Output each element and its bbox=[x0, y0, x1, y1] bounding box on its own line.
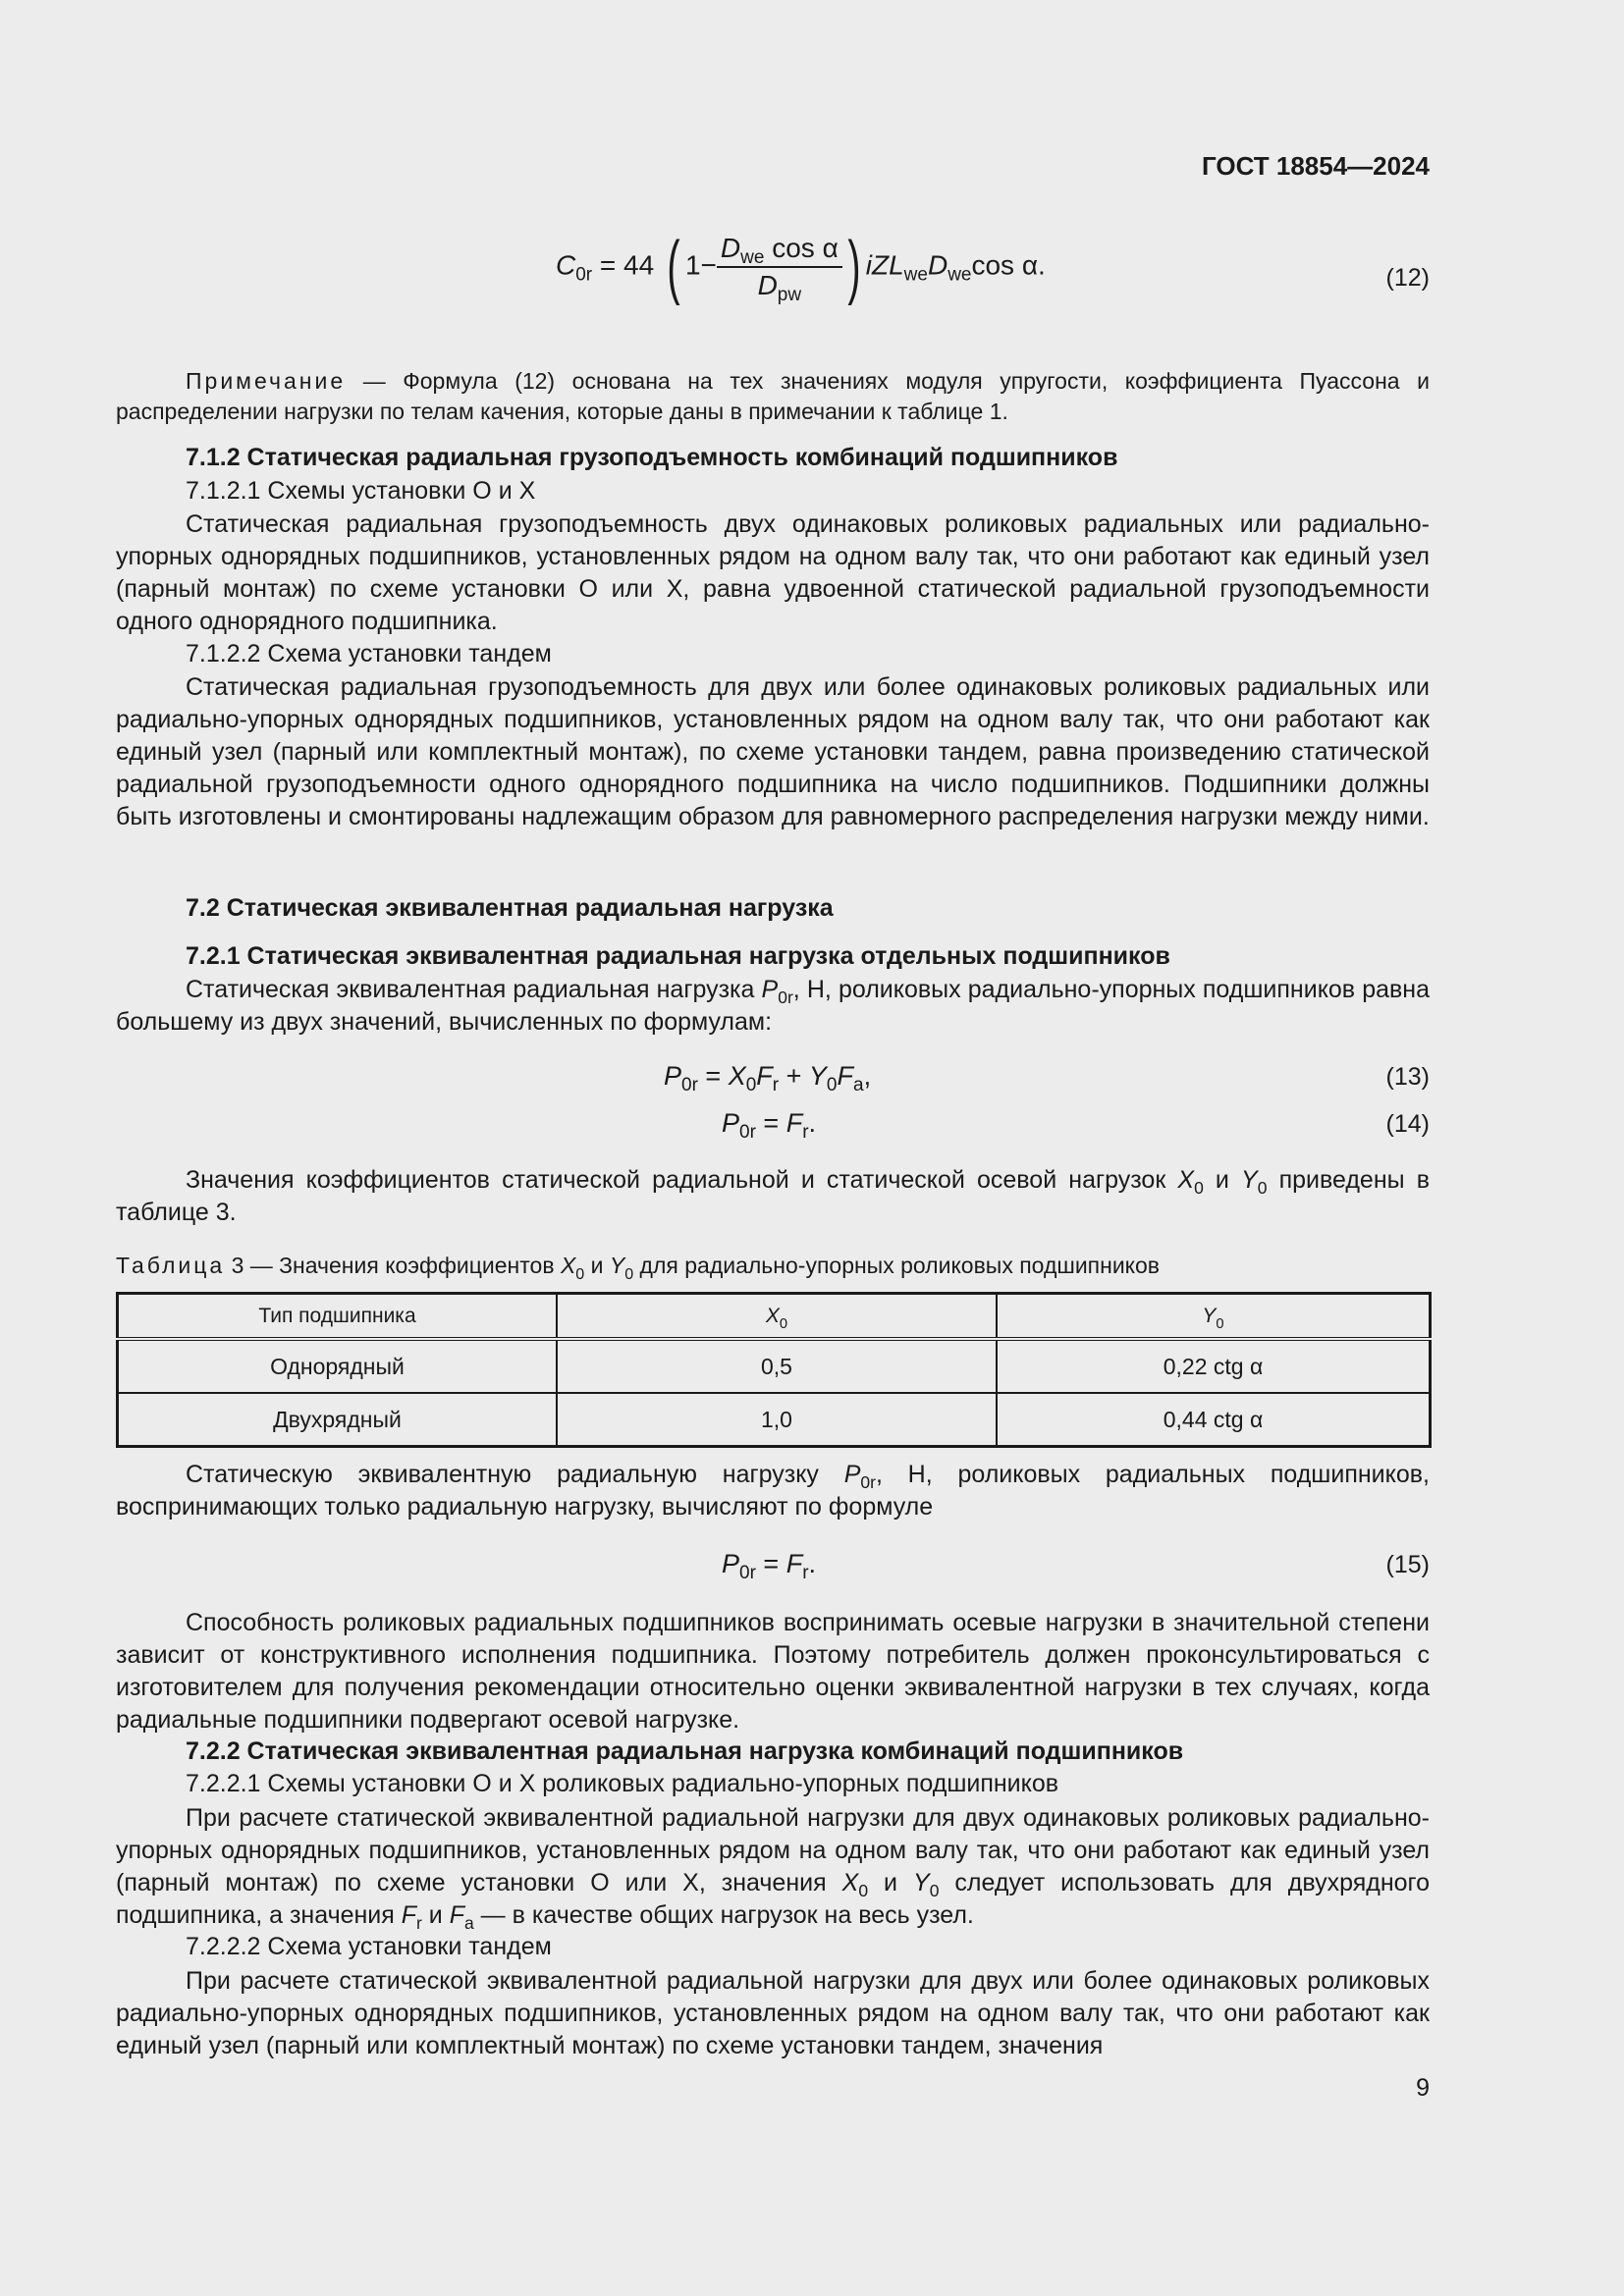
paragraph-coefficients: Значения коэффициентов статической радиальной и статической осевой нагрузок $X_0$ и $Y_0$ приведены в таблице 3. bbox=[116, 1166, 1431, 1226]
paragraph-7-2-2-2: При расчете статической эквивалентной радиальной нагрузки для двух или более одинаковых роликовых радиально-упорных однорядных подшипников, установленных рядом на одном валу так, что они работают как единый узел (парный или комплектный монтаж) по схеме установки тандем, значения bbox=[116, 1967, 1430, 2059]
formula-14: $P_{0r} = F_r$. bbox=[722, 1108, 817, 1143]
subsection-7-2-2-2: 7.2.2.2 Схема установки тандем bbox=[186, 1933, 552, 1960]
table-header-row bbox=[118, 1294, 1431, 1340]
formula-14-number: (14) bbox=[1385, 1110, 1430, 1138]
paragraph-radial-only: Статическую эквивалентную радиальную нагрузку $P_{0r}$, Н, роликовых радиальных подшипников, воспринимающих только радиальную нагрузку, вычисляют по формуле bbox=[116, 1461, 1430, 1521]
section-heading-7-2-2: 7.2.2 Статическая эквивалентная радиальная нагрузка комбинаций подшипников bbox=[186, 1737, 1184, 1765]
paragraph-7-1-2-2: Статическая радиальная грузоподъемность для двух или более одинаковых роликовых радиальных или радиально-упорных однорядных подшипников, установленных рядом на одном валу так, что они работают как единый узел (парный или комплектный монтаж), по схеме установки тандем, равна произведению статической радиальной грузоподъемности одного однорядного подшипника на число подшипников. Подшипники должны быть изготовлены и смонтированы надлежащим образом для равномерного распределения нагрузки между ними. bbox=[116, 673, 1430, 830]
page-number: 9 bbox=[1416, 2074, 1430, 2102]
note: Примечание — Формула (12) основана на тех значениях модуля упругости, коэффициента Пуассона и распределении нагрузки по телам качения, которые даны в примечании к таблице 1. bbox=[116, 368, 1430, 424]
subsection-7-2-2-1: 7.2.2.1 Схемы установки О и Х роликовых радиально-упорных подшипников bbox=[186, 1770, 1059, 1797]
paragraph-7-2-2-1: При расчете статической эквивалентной радиальной нагрузки для двух одинаковых роликовых радиально-упорных однорядных подшипников, установленных рядом на одном валу так, что они работают как единый узел (парный монтаж) по схеме установки О или Х, значения $X_0$ и $Y_0$ следует использовать для двухрядного подшипника, а значения $F_r$ и $F_a$ — в качестве общих нагрузок на весь узел. bbox=[116, 1804, 1431, 1933]
formula-15-number: (15) bbox=[1385, 1551, 1430, 1578]
table-cell-type: Двухрядный bbox=[118, 1393, 558, 1447]
paragraph-7-1-2-1: Статическая радиальная грузоподъемность двух одинаковых роликовых радиальных или радиально-упорных однорядных подшипников, установленных рядом на одном валу так, что они работают как единый узел (парный монтаж) по схеме установки О или Х, равна удвоенной статической радиальной грузоподъемности одного однорядного подшипника. bbox=[116, 510, 1430, 635]
table-header-bearing-type: Тип подшипника bbox=[118, 1294, 558, 1340]
subsection-7-1-2-1: 7.1.2.1 Схемы установки О и Х bbox=[186, 477, 536, 505]
paragraph-axial-ability: Способность роликовых радиальных подшипников воспринимать осевые нагрузки в значительной степени зависит от конструктивного исполнения подшипника. Поэтому потребитель должен проконсультироваться с изготовителем для получения рекомендации относительно оценки эквивалентной нагрузки в тех случаях, когда радиальные подшипники подвергают осевой нагрузке. bbox=[116, 1609, 1430, 1734]
document-standard-header: ГОСТ 18854—2024 bbox=[1202, 151, 1430, 181]
formula-12-number: (12) bbox=[1385, 264, 1430, 292]
paragraph-7-2-1: Статическая эквивалентная радиальная нагрузка $P_{0r}$, Н, роликовых радиально-упорных подшипников равна большему из двух значений, вычисленных по формулам: bbox=[116, 976, 1430, 1036]
table-cell-y0: 0,44 ctg α bbox=[997, 1393, 1431, 1447]
subsection-7-1-2-2: 7.1.2.2 Схема установки тандем bbox=[186, 640, 552, 667]
table-cell-x0: 1,0 bbox=[557, 1393, 997, 1447]
table-cell-type: Однорядный bbox=[118, 1339, 558, 1393]
formula-12: $C_{0r} = 44$ ( 1− $\frac{D_{we} \cos \alpha}{D_{pw}}$ ) $iZL_{we}D_{we}\cos$ α. bbox=[556, 228, 1046, 306]
formula-15: $P_{0r} = F_r$. bbox=[722, 1549, 817, 1583]
section-heading-7-1-2: 7.1.2 Статическая радиальная грузоподъемность комбинаций подшипников bbox=[186, 444, 1118, 471]
table-cell-y0: 0,22 ctg α bbox=[997, 1339, 1431, 1393]
table-row bbox=[118, 1393, 1431, 1447]
formula-13: $P_{0r} = X_0F_r + Y_0F_a$, bbox=[664, 1061, 872, 1095]
table-row bbox=[118, 1339, 1431, 1393]
table-header-x0: $X_0$ bbox=[557, 1294, 997, 1340]
section-heading-7-2-1: 7.2.1 Статическая эквивалентная радиальная нагрузка отдельных подшипников bbox=[186, 942, 1170, 970]
formula-13-number: (13) bbox=[1385, 1063, 1430, 1091]
table-header-y0: $Y_0$ bbox=[997, 1294, 1431, 1340]
section-heading-7-2: 7.2 Статическая эквивалентная радиальная нагрузка bbox=[186, 894, 834, 922]
table-3 bbox=[116, 1292, 1432, 1448]
table-cell-x0: 0,5 bbox=[557, 1339, 997, 1393]
table-3-caption: Таблица 3 — Значения коэффициентов $X_0$ и $Y_0$ для радиально-упорных роликовых подшипников bbox=[116, 1253, 1160, 1283]
